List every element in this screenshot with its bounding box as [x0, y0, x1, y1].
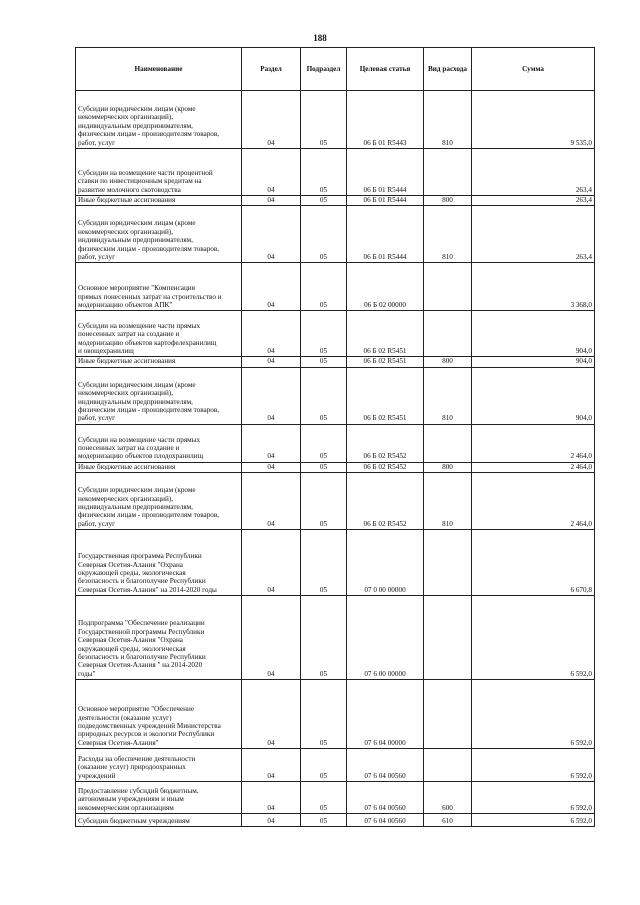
- cell-target: 06 Б 02 00000: [347, 263, 424, 311]
- cell-amount: 3 368,0: [472, 263, 595, 311]
- cell-expense-type: [424, 263, 472, 311]
- cell-section: 04: [242, 149, 301, 196]
- table-row: [76, 263, 595, 311]
- cell-subsection: 05: [301, 530, 347, 596]
- cell-subsection: 05: [301, 424, 347, 462]
- cell-amount: 263,4: [472, 149, 595, 196]
- header-name: Наименование: [76, 48, 242, 91]
- cell-section: 04: [242, 196, 301, 206]
- cell-amount: 2 464,0: [472, 462, 595, 472]
- table-row: [76, 596, 595, 680]
- cell-subsection: 05: [301, 596, 347, 680]
- cell-subsection: 05: [301, 149, 347, 196]
- page-number: 188: [313, 33, 327, 43]
- cell-subsection: 05: [301, 196, 347, 206]
- table-row: [76, 814, 595, 827]
- cell-expense-type: [424, 530, 472, 596]
- cell-name: Субсидии юридическим лицам (кроме некоммерческих организаций), индивидуальным предпринимателям, физическим лицам - производителям товаров, работ, услуг: [76, 367, 242, 424]
- cell-amount: 2 464,0: [472, 424, 595, 462]
- table-row: [76, 680, 595, 749]
- cell-section: 04: [242, 530, 301, 596]
- cell-name: Подпрограмма "Обеспечение реализации Государственной программы Республики Северная Осетия-Алания "Охрана окружающей среды, экологическая безопасность и благополучие Республики Северная Осетия-Алания " на 2014-2020 годы": [76, 596, 242, 680]
- table-row: [76, 357, 595, 367]
- cell-target: 06 Б 02 R5451: [347, 357, 424, 367]
- cell-section: 04: [242, 814, 301, 827]
- table-row: [76, 749, 595, 782]
- cell-section: 04: [242, 596, 301, 680]
- cell-target: 06 Б 01 R5444: [347, 206, 424, 263]
- cell-subsection: 05: [301, 263, 347, 311]
- cell-expense-type: [424, 749, 472, 782]
- cell-subsection: 05: [301, 473, 347, 530]
- cell-expense-type: 800: [424, 357, 472, 367]
- cell-amount: 6 592,0: [472, 680, 595, 749]
- cell-section: 04: [242, 782, 301, 814]
- table-row: [76, 196, 595, 206]
- cell-expense-type: [424, 596, 472, 680]
- cell-name: Иные бюджетные ассигнования: [76, 196, 242, 206]
- table-row: [76, 206, 595, 263]
- cell-amount: 6 592,0: [472, 814, 595, 827]
- cell-target: 07 0 00 00000: [347, 530, 424, 596]
- cell-section: 04: [242, 462, 301, 472]
- cell-expense-type: [424, 311, 472, 357]
- cell-expense-type: 810: [424, 91, 472, 149]
- cell-target: 06 Б 02 R5452: [347, 462, 424, 472]
- cell-subsection: 05: [301, 91, 347, 149]
- cell-target: 06 Б 01 R5444: [347, 149, 424, 196]
- cell-target: 06 Б 01 R5443: [347, 91, 424, 149]
- cell-expense-type: 800: [424, 196, 472, 206]
- cell-expense-type: 800: [424, 462, 472, 472]
- cell-amount: 904,0: [472, 357, 595, 367]
- cell-amount: 904,0: [472, 367, 595, 424]
- cell-subsection: 05: [301, 367, 347, 424]
- cell-expense-type: [424, 149, 472, 196]
- cell-subsection: 05: [301, 311, 347, 357]
- cell-amount: 6 670,8: [472, 530, 595, 596]
- cell-target: 07 6 04 00560: [347, 749, 424, 782]
- cell-name: Субсидии бюджетным учреждениям: [76, 814, 242, 827]
- cell-subsection: 05: [301, 749, 347, 782]
- table-row: [76, 367, 595, 424]
- header-expense-type: Вид расхода: [424, 48, 472, 91]
- cell-expense-type: 810: [424, 367, 472, 424]
- header-section: Раздел: [242, 48, 301, 91]
- cell-name: Расходы на обеспечение деятельности (оказание услуг) природоохранных учреждений: [76, 749, 242, 782]
- cell-expense-type: [424, 680, 472, 749]
- table-row: [76, 149, 595, 196]
- table-row: [76, 530, 595, 596]
- cell-target: 06 Б 02 R5451: [347, 367, 424, 424]
- cell-target: 07 6 04 00560: [347, 782, 424, 814]
- cell-amount: 6 592,0: [472, 749, 595, 782]
- cell-section: 04: [242, 473, 301, 530]
- cell-amount: 6 592,0: [472, 782, 595, 814]
- cell-name: Субсидии юридическим лицам (кроме некоммерческих организаций), индивидуальным предпринимателям, физическим лицам - производителям товаров, работ, услуг: [76, 91, 242, 149]
- table-row: [76, 311, 595, 357]
- cell-amount: 6 592,0: [472, 596, 595, 680]
- cell-section: 04: [242, 357, 301, 367]
- cell-subsection: 05: [301, 782, 347, 814]
- cell-section: 04: [242, 424, 301, 462]
- cell-name: Субсидии на возмещение части прямых понесенных затрат на создание и модернизацию объектов плодохранилищ: [76, 424, 242, 462]
- table-row: [76, 473, 595, 530]
- cell-section: 04: [242, 367, 301, 424]
- cell-target: 06 Б 02 R5452: [347, 473, 424, 530]
- table-row: [76, 424, 595, 462]
- cell-section: 04: [242, 749, 301, 782]
- cell-subsection: 05: [301, 814, 347, 827]
- cell-subsection: 05: [301, 206, 347, 263]
- cell-amount: 9 535,0: [472, 91, 595, 149]
- cell-target: 07 6 00 00000: [347, 596, 424, 680]
- cell-name: Иные бюджетные ассигнования: [76, 462, 242, 472]
- table-row: [76, 91, 595, 149]
- cell-amount: 2 464,0: [472, 473, 595, 530]
- cell-section: 04: [242, 680, 301, 749]
- table-row: [76, 462, 595, 472]
- cell-target: 06 Б 02 R5452: [347, 424, 424, 462]
- cell-target: 06 Б 02 R5451: [347, 311, 424, 357]
- cell-subsection: 05: [301, 462, 347, 472]
- cell-amount: 904,0: [472, 311, 595, 357]
- header-subsection: Подраздел: [301, 48, 347, 91]
- cell-expense-type: 810: [424, 206, 472, 263]
- budget-table: [75, 47, 595, 827]
- cell-name: Иные бюджетные ассигнования: [76, 357, 242, 367]
- cell-target: 07 6 04 00560: [347, 814, 424, 827]
- cell-section: 04: [242, 311, 301, 357]
- header-row: [76, 48, 595, 91]
- cell-name: Предоставление субсидий бюджетным, автономным учреждениям и иным некоммерческим организациям: [76, 782, 242, 814]
- cell-target: 07 6 04 00000: [347, 680, 424, 749]
- cell-name: Субсидии на возмещение части процентной ставки по инвестиционным кредитам на развитие молочного скотоводства: [76, 149, 242, 196]
- table-row: [76, 782, 595, 814]
- header-target: Целевая статья: [347, 48, 424, 91]
- cell-name: Государственная программа Республики Северная Осетия-Алания "Охрана окружающей среды, экологическая безопасность и благополучие Республики Северная Осетия-Алания" на 2014-2020 годы: [76, 530, 242, 596]
- cell-expense-type: 600: [424, 782, 472, 814]
- cell-expense-type: 810: [424, 473, 472, 530]
- cell-name: Основное мероприятие "Компенсация прямых понесенных затрат на строительство и модернизацию объектов АПК": [76, 263, 242, 311]
- cell-name: Субсидии юридическим лицам (кроме некоммерческих организаций), индивидуальным предпринимателям, физическим лицам - производителям товаров, работ, услуг: [76, 206, 242, 263]
- cell-amount: 263,4: [472, 196, 595, 206]
- cell-target: 06 Б 01 R5444: [347, 196, 424, 206]
- cell-subsection: 05: [301, 357, 347, 367]
- cell-name: Субсидии на возмещение части прямых понесенных затрат на создание и модернизацию объектов картофелехранилищ и овощехранилищ: [76, 311, 242, 357]
- cell-section: 04: [242, 91, 301, 149]
- cell-expense-type: 610: [424, 814, 472, 827]
- header-amount: Сумма: [472, 48, 595, 91]
- cell-name: Субсидии юридическим лицам (кроме некоммерческих организаций), индивидуальным предпринимателям, физическим лицам - производителям товаров, работ, услуг: [76, 473, 242, 530]
- cell-section: 04: [242, 263, 301, 311]
- cell-section: 04: [242, 206, 301, 263]
- cell-expense-type: [424, 424, 472, 462]
- cell-name: Основное мероприятие "Обеспечение деятельности (оказание услуг) подведомственных учреждений Министерства природных ресурсов и экологии Республики Северная Осетия-Алания": [76, 680, 242, 749]
- cell-amount: 263,4: [472, 206, 595, 263]
- cell-subsection: 05: [301, 680, 347, 749]
